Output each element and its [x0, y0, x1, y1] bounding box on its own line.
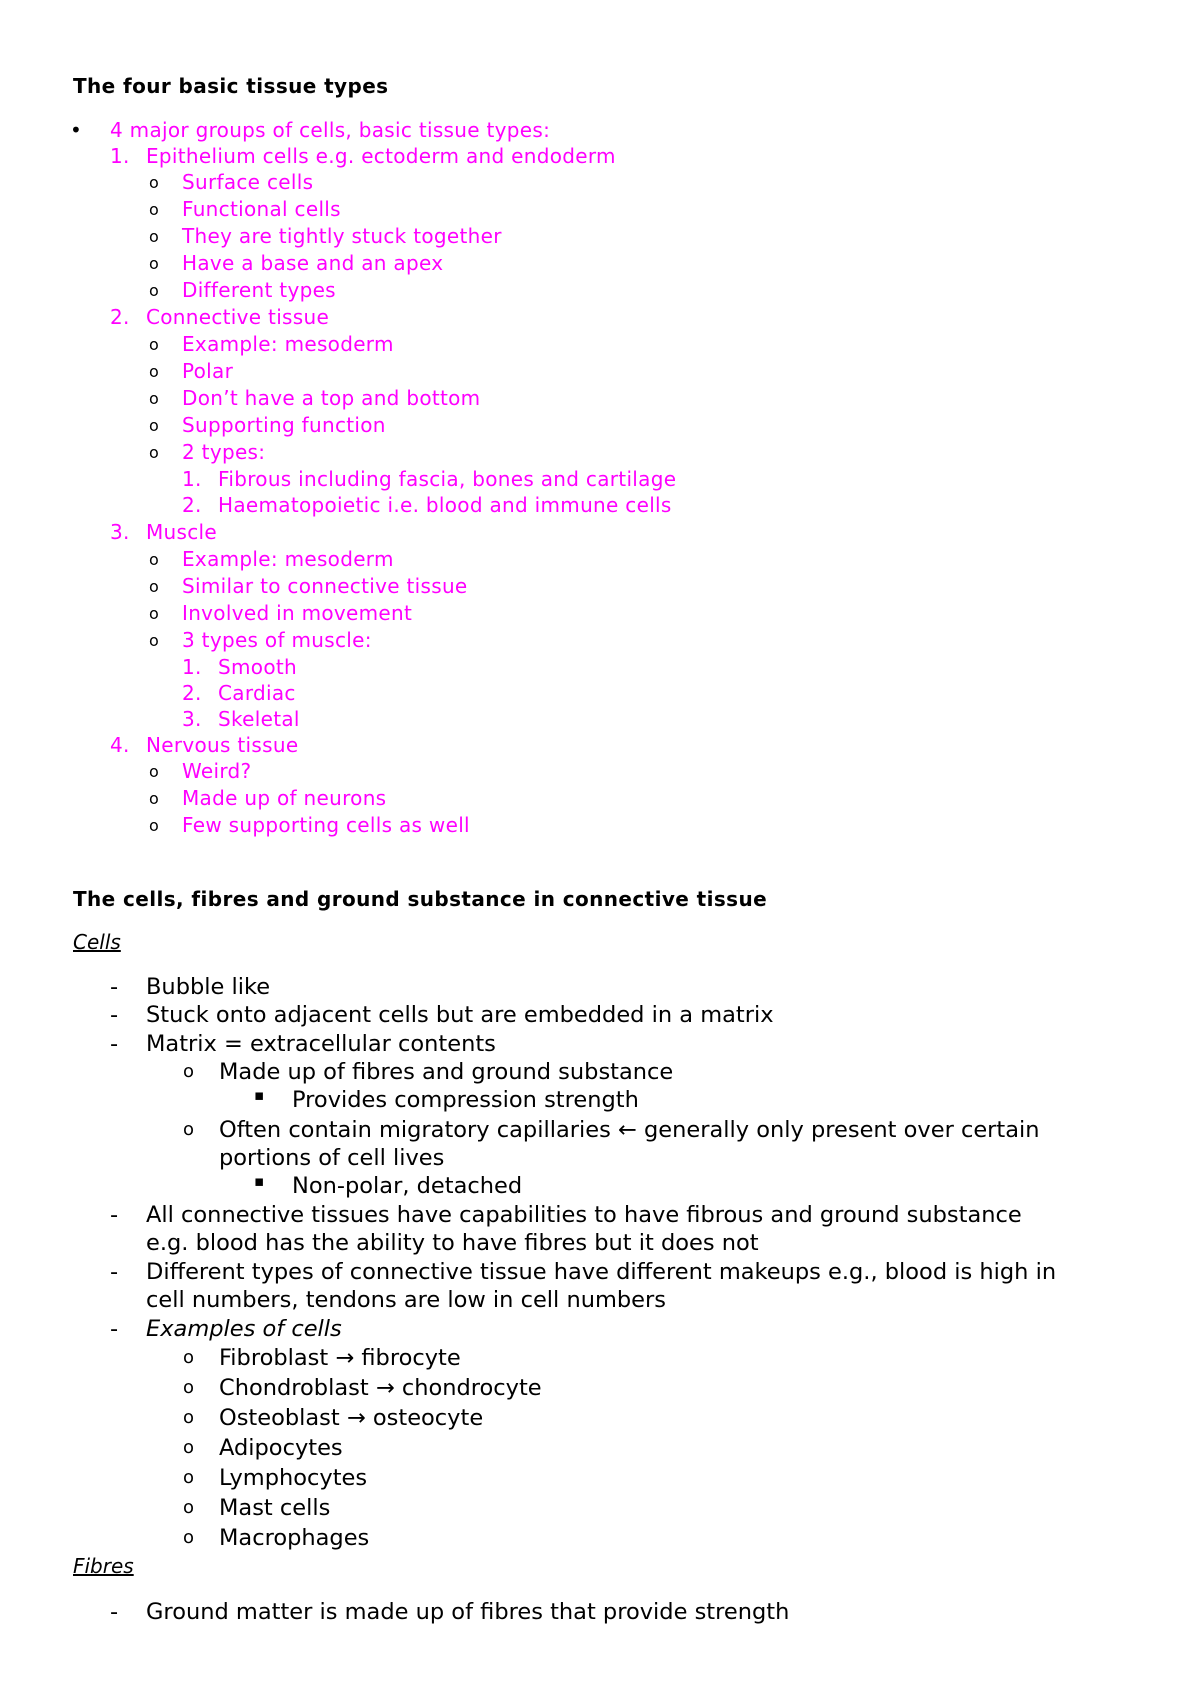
list-item: 3 types of muscle:	[182, 628, 372, 652]
list-item: Lymphocytes	[219, 1465, 368, 1491]
sub-number: 2.	[182, 493, 202, 517]
list-item: Functional cells	[182, 197, 341, 221]
circle-marker: o	[149, 631, 159, 650]
square-marker: ▪	[254, 1086, 265, 1104]
circle-marker: o	[183, 1467, 195, 1488]
list-item: Fibroblast → fibrocyte	[219, 1345, 461, 1371]
circle-marker: o	[183, 1377, 195, 1398]
circle-marker: o	[149, 789, 159, 808]
list-item: Example: mesoderm	[182, 332, 394, 356]
circle-marker: o	[149, 416, 159, 435]
list-item: Adipocytes	[219, 1435, 343, 1461]
list-item: Weird?	[182, 759, 252, 783]
list-item: Stuck onto adjacent cells but are embedded in a matrix	[146, 1002, 774, 1028]
sub-item: Smooth	[218, 655, 297, 679]
circle-marker: o	[183, 1347, 195, 1368]
bullet-marker: •	[70, 118, 82, 142]
list-item: Polar	[182, 359, 234, 383]
circle-marker: o	[149, 550, 159, 569]
list-item: Different types of connective tissue have different makeups e.g., blood is high in	[146, 1259, 1057, 1285]
sub-item: Cardiac	[218, 681, 296, 705]
subheading-cells: Cells	[73, 930, 121, 954]
circle-marker: o	[183, 1061, 195, 1082]
dash-marker: -	[110, 974, 119, 1000]
list-item: Have a base and an apex	[182, 251, 444, 275]
circle-marker: o	[149, 762, 159, 781]
section-heading: The four basic tissue types	[73, 74, 389, 98]
sub-number: 3.	[182, 707, 202, 731]
circle-marker: o	[149, 173, 159, 192]
list-item: Macrophages	[219, 1525, 370, 1551]
circle-marker: o	[149, 254, 159, 273]
circle-marker: o	[183, 1527, 195, 1548]
sub-number: 2.	[182, 681, 202, 705]
list-item: All connective tissues have capabilities to have fibrous and ground substance	[146, 1202, 1022, 1228]
dash-marker: -	[110, 1259, 119, 1285]
list-item: Made up of fibres and ground substance	[219, 1059, 674, 1085]
list-item: Surface cells	[182, 170, 314, 194]
group-number: 2.	[110, 305, 130, 329]
circle-marker: o	[149, 362, 159, 381]
group-label: Epithelium cells e.g. ectoderm and endoderm	[146, 144, 616, 168]
list-item: Few supporting cells as well	[182, 813, 470, 837]
circle-marker: o	[149, 227, 159, 246]
group-number: 4.	[110, 733, 130, 757]
examples-label: Examples of cells	[146, 1316, 342, 1342]
list-item: They are tightly stuck together	[182, 224, 502, 248]
square-marker: ▪	[254, 1172, 265, 1190]
group-number: 1.	[110, 144, 130, 168]
list-item: Non-polar, detached	[292, 1173, 523, 1199]
dash-marker: -	[110, 1599, 119, 1625]
group-number: 3.	[110, 520, 130, 544]
circle-marker: o	[149, 335, 159, 354]
list-item: Involved in movement	[182, 601, 413, 625]
circle-marker: o	[149, 443, 159, 462]
dash-marker: -	[110, 1202, 119, 1228]
circle-marker: o	[149, 389, 159, 408]
list-item: Different types	[182, 278, 336, 302]
dash-marker: -	[110, 1316, 119, 1342]
group-label: Muscle	[146, 520, 218, 544]
list-item-continuation: portions of cell lives	[219, 1145, 445, 1171]
circle-marker: o	[149, 577, 159, 596]
group-label: Connective tissue	[146, 305, 330, 329]
circle-marker: o	[149, 816, 159, 835]
dash-marker: -	[110, 1002, 119, 1028]
circle-marker: o	[183, 1497, 195, 1518]
list-item: Mast cells	[219, 1495, 331, 1521]
subheading-fibres: Fibres	[73, 1554, 134, 1578]
circle-marker: o	[149, 281, 159, 300]
list-item: Matrix = extracellular contents	[146, 1031, 496, 1057]
section-heading: The cells, fibres and ground substance in connective tissue	[73, 887, 768, 911]
list-item: Made up of neurons	[182, 786, 387, 810]
list-item: Similar to connective tissue	[182, 574, 468, 598]
list-item: Supporting function	[182, 413, 386, 437]
sub-number: 1.	[182, 467, 202, 491]
circle-marker: o	[149, 200, 159, 219]
group-label: Nervous tissue	[146, 733, 299, 757]
list-item: Ground matter is made up of fibres that provide strength	[146, 1599, 790, 1625]
list-item: Often contain migratory capillaries ← generally only present over certain	[219, 1117, 1040, 1143]
circle-marker: o	[183, 1437, 195, 1458]
list-item: Don’t have a top and bottom	[182, 386, 481, 410]
circle-marker: o	[149, 604, 159, 623]
list-item: Provides compression strength	[292, 1087, 639, 1113]
sub-number: 1.	[182, 655, 202, 679]
list-item: 2 types:	[182, 440, 266, 464]
sub-item: Haematopoietic i.e. blood and immune cells	[218, 493, 672, 517]
sub-item: Skeletal	[218, 707, 300, 731]
list-item: Bubble like	[146, 974, 271, 1000]
list-item-continuation: cell numbers, tendons are low in cell numbers	[146, 1287, 666, 1313]
intro-text: 4 major groups of cells, basic tissue types:	[110, 118, 551, 142]
list-item: Example: mesoderm	[182, 547, 394, 571]
circle-marker: o	[183, 1119, 195, 1140]
list-item: Osteoblast → osteocyte	[219, 1405, 484, 1431]
sub-item: Fibrous including fascia, bones and cartilage	[218, 467, 677, 491]
list-item: Chondroblast → chondrocyte	[219, 1375, 542, 1401]
list-item-continuation: e.g. blood has the ability to have fibres but it does not	[146, 1230, 759, 1256]
circle-marker: o	[183, 1407, 195, 1428]
dash-marker: -	[110, 1031, 119, 1057]
